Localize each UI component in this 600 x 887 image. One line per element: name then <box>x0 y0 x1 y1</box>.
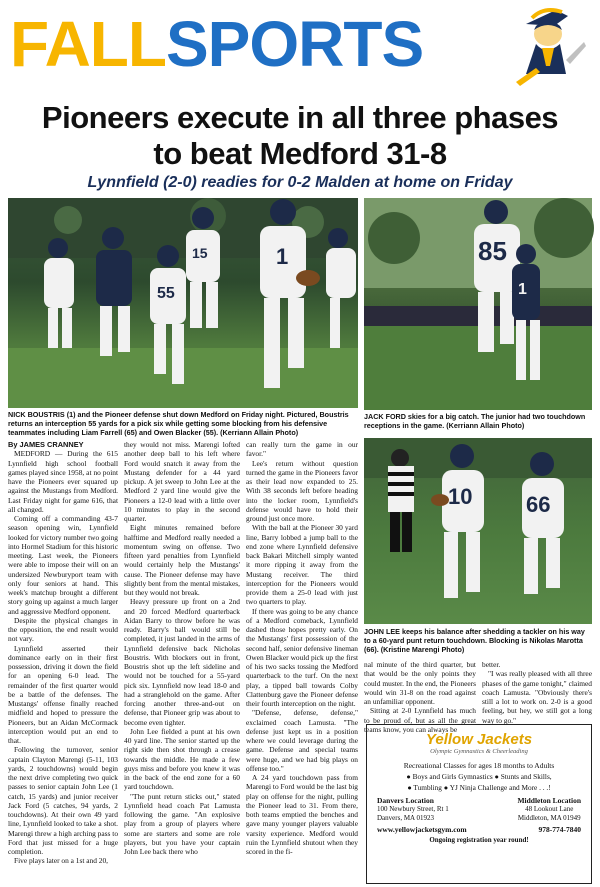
article-column-4 <box>364 660 476 734</box>
title-fall: FALL <box>10 8 166 80</box>
caption-jack-body: The junior had two touchdown receptions in the game. <box>364 412 586 431</box>
headline-line-1: Pioneers execute in all three phases <box>41 100 559 135</box>
paragraph: A 24 yard touchdown pass from Marengi to Ford would be the last big play on offense for the night, pulling the Pioneer lead to 31. From there, both teams emptied the benches and gave many younger players valuable varsity experience. Medford would ruin the Lynnfield shutout when they scored in the fi- <box>246 773 358 856</box>
ad-tagline: Olympic Gymnastics & Cheerleading <box>430 748 528 755</box>
paragraph: Lee's return without question turned the game in the Pioneers favor as their lead now expanded to 25. With 38 seconds left before heading into the locker room, Lynnfield's defense would have to hold their ground just once more. <box>246 458 358 523</box>
headline <box>6 100 594 172</box>
yellow-jackets-ad[interactable] <box>366 724 592 884</box>
paragraph: "The punt return sticks out," stated Lynnfield head coach Pat Lamusta following the game. "An explosive play from a group of players where some are starters and some are role players, but you have your captain John Lee back there who <box>124 791 240 856</box>
middleton-addr2: Middleton, MA 01949 <box>517 813 581 822</box>
ad-registration: Ongoing registration year round! <box>429 836 529 845</box>
paragraph: they would not miss. Marengi lofted another deep ball to his left where Ford would snatch it away from the Mustang defender for a 44 yard pickup. A jet sweep to John Lee at the Medford 2 yard line would give the Pioneers a 12-0 lead with a little over 10 minutes to play in the second quarter. <box>124 440 240 523</box>
paragraph: "I was really pleased with all three phases of the game tonight," claimed coach Lamusta. "Obviously there's still a lot to work on. 2-0 is a good feeling, but hey, we still got a long way to go." <box>482 669 592 725</box>
paragraph: "Defense, defense, defense," exclaimed coach Lamusta. "The defense just kept us in a position where we could leverage during the game. Defense and special teams were huge, and we had big plays on offense too." <box>246 708 358 773</box>
jersey-number-15: 15 <box>192 245 208 261</box>
middleton-addr1: 48 Lookout Lane <box>525 805 574 814</box>
ad-recreational: Recreational Classes for ages 18 months to Adults <box>403 761 555 770</box>
jersey-number-66: 66 <box>526 492 551 517</box>
byline: By JAMES CRANNEY <box>8 440 84 449</box>
ad-footer <box>367 825 591 834</box>
paragraph: With the ball at the Pioneer 30 yard line, Barry lobbed a jump ball to the end zone where Lynnfield defensive back Bakari Mitchell simply wanted it more ripping it away from the Mustang receiver. The third interception for the Pioneers would provide them a 25-0 lead with just two quarters to play. <box>246 523 358 607</box>
pioneer-mascot-logo <box>496 4 592 90</box>
danvers-name: Danvers Location <box>377 796 434 805</box>
jersey-number-55: 55 <box>157 285 175 302</box>
danvers-location <box>377 797 449 822</box>
caption-jack-lead: JACK FORD skies for a big catch. <box>364 412 480 421</box>
paragraph: Eight minutes remained before halftime and Medford really needed a momentum swing on offense. Two fifteen yard penalties from Lynnfield would certainly help the Mustangs' cause. The Pioneer defense may have slightly bent from the mental mistakes, but they would not break. <box>124 523 240 597</box>
ad-phone: 978-774-7840 <box>538 825 581 835</box>
article-column-2 <box>124 440 240 885</box>
middleton-location <box>517 797 581 822</box>
article-column-5 <box>482 660 592 725</box>
paragraph: can really turn the game in our favor." <box>246 440 358 459</box>
paragraph: nal minute of the third quarter, but that would be the only points they could muster. In the end, the Pioneers would win 31-8 on the road against an unfamiliar opponent. <box>364 660 476 706</box>
jersey-number-85: 85 <box>478 236 507 266</box>
paragraph: Heavy pressure up front on a 2nd and 20 forced Medford quarterback Aidan Barry to throw before he was ready. Barry's ball would still be completed, it just landed in the arms of Lynnfield defensive back Nicholas Boustris. With blockers out in front, Boustris shot up the left sideline and would not be touched for a 55-yard pick six. Lynnfield now lead 18-0 and had a stranglehold on the game. After forcing another three-and-out on defense, that Pioneer grip was about to become even tighter. <box>124 597 240 727</box>
paragraph: Coming off a commanding 43-7 season opening win, Lynnfield looked for victory number two going into Hormel Stadium for this historic meeting. Last week, the Pioneers were able to impose their will on an undersized Newburyport team with only four seniors at hand. This week's matchup brought a different story going up against a much larger and aggressive Medford opponent. <box>8 514 118 616</box>
photo-boustris-interception <box>8 198 358 408</box>
paragraph: Lynnfield asserted their dominance early on in their first possession, driving it down the field for an opening 6-0 lead. The remainder of the first quarter would be a battle of the defenses. The Mustangs' offense finally reached midfield and hoped to pressure the Pioneers, but an Aidan McCormack interception would put an end to that. <box>8 643 118 745</box>
section-title <box>10 4 423 84</box>
caption-main-photo <box>8 410 358 438</box>
paragraph: better. <box>482 660 501 669</box>
yellow-jackets-logo: Yellow Jackets <box>425 731 533 748</box>
article-column-1 <box>8 440 118 885</box>
title-sports: SPORTS <box>165 8 424 80</box>
jersey-number-1-defender: 1 <box>518 281 527 298</box>
ad-website-link[interactable]: www.yellowjacketsgym.com <box>377 825 467 835</box>
caption-john-lee <box>364 627 592 655</box>
ad-locations <box>367 797 591 822</box>
caption-main-credit: (Kerriann Allain Photo) <box>220 428 299 438</box>
danvers-addr2: Danvers, MA 01923 <box>377 813 434 822</box>
danvers-addr1: 100 Newbury Street, Rt 1 <box>377 805 449 814</box>
subheadline: Lynnfield (2-0) readies for 0-2 Malden at home on Friday <box>87 174 513 191</box>
article-column-3 <box>246 440 358 885</box>
caption-john-lead: JOHN LEE keeps his balance after shedding a tackler on his way to a 60-yard punt return touchdown. Blocking is Nikolas Marotta (66). <box>364 627 585 655</box>
caption-jack-credit: (Kerriann Allain Photo) <box>446 421 525 431</box>
photo-jack-ford-catch <box>364 198 592 410</box>
jersey-number-1: 1 <box>276 244 289 269</box>
ad-program-list-2: ● Tumbling ● YJ Ninja Challenge and More . . .! <box>407 783 551 792</box>
photo-john-lee-punt-return <box>364 438 592 624</box>
paragraph: MEDFORD — During the 615 Lynnfield high school football games played since 1958, at no point have the Pioneers ever squared up against the Mustangs from Medford. Last Friday night for game 616, that all changed. <box>8 449 118 514</box>
caption-john-credit: (Kristine Marengi Photo) <box>380 645 465 655</box>
paragraph: John Lee fielded a punt at his own 40 yard line. The senior started up the right side then shot through a crease towards the middle. He made a few guys miss and before you knew it was in the back of the end zone for a 60 yard touchdown. <box>124 726 240 792</box>
middleton-name: Middleton Location <box>517 796 581 805</box>
caption-main-lead: NICK BOUSTRIS (1) and the Pioneer defense shut down Medford on Friday night. <box>8 410 285 419</box>
paragraph: Following the turnover, senior captain Clayton Marengi (5-11, 103 yards, 2 touchdowns) would begin the next drive completing two quick passes to senior captain John Lee (1 catch, 15 yards) and junior receiver Jack Ford (5 catches, 94 yards, 2 touchdowns). At their own 49 yard line, Lynnfield looked to take a shot. Marengi threw a high arching pass to Ford that just missed for a huge completion. <box>8 745 119 856</box>
paragraph: If there was going to be any chance of a Medford comeback, Lynnfield dashed those hopes pretty early. On the Mustangs' first possession of the second half, senior defensive lineman Owen Blacker would pick up the first of his two sacks tossing the Medford quarterback to the turf. On the next play, a tipped ball towards Colby Clattenburg gave the Pioneer defense their fourth interception on the night. <box>246 606 358 708</box>
paragraph: Despite the physical changes in the opposition, the end result would not vary. <box>8 615 118 644</box>
fall-sports-banner <box>0 0 600 96</box>
ad-program-list-1: ● Boys and Girls Gymnastics ● Stunts and Skills, <box>406 772 552 781</box>
caption-jack-ford <box>364 412 592 430</box>
headline-line-2: to beat Medford 31-8 <box>153 136 447 171</box>
paragraph: Sitting at 2-0 Lynnfield has much to be proud of, but as all the great teams know, you can always be <box>364 706 476 734</box>
paragraph: Five plays later on a 1st and 20, <box>14 856 109 866</box>
jersey-number-10: 10 <box>448 484 473 509</box>
caption-main-body: Pictured, Boustris returns an interception 55 yards for a pick six while getting some blocking from his defensive teammates including Liam Farrell (65) and Owen Blacker (55). <box>8 410 349 438</box>
